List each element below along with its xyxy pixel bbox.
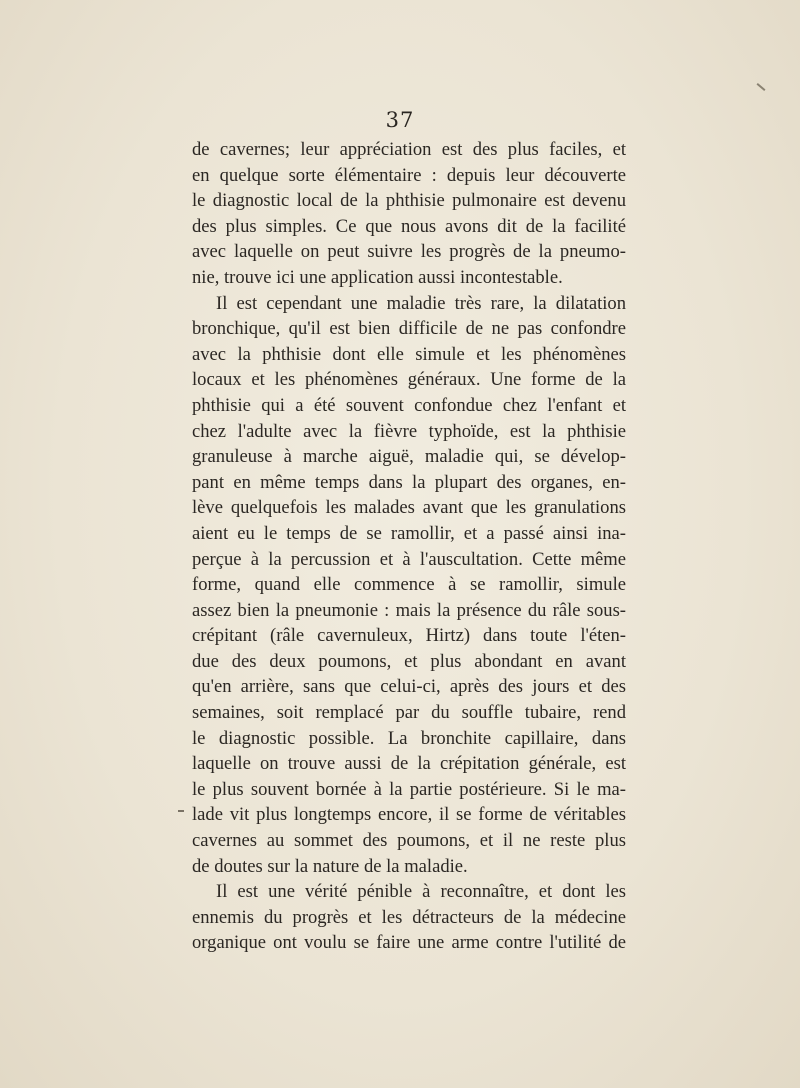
text-line: avec laquelle on peut suivre les progrès de la pneumo- xyxy=(192,241,626,263)
text-line: en quelque sorte élémentaire : depuis leur découverte xyxy=(192,164,626,186)
text-line: de doutes sur la nature de la maladie. xyxy=(192,855,468,877)
text-line: avec la phthisie dont elle simule et les phénomènes xyxy=(192,343,626,365)
text-line: des plus simples. Ce que nous avons dit de la facilité xyxy=(192,215,626,237)
text-line: lade vit plus longtemps encore, il se forme de véritables xyxy=(192,804,626,826)
text-line: locaux et les phénomènes généraux. Une forme de la xyxy=(192,369,626,391)
text-line: bronchique, qu'il est bien difficile de ne pas confondre xyxy=(192,318,626,340)
text-line: lève quelquefois les malades avant que les granulations xyxy=(192,497,626,519)
paragraph-first-line: Il est une vérité pénible à reconnaître, et dont les xyxy=(216,881,626,903)
text-line: chez l'adulte avec la fièvre typhoïde, est la phthisie xyxy=(192,420,626,442)
text-line: crépitant (râle cavernuleux, Hirtz) dans toute l'éten- xyxy=(192,625,626,647)
text-line: aient eu le temps de se ramollir, et a passé ainsi ina- xyxy=(192,522,626,544)
text-line: semaines, soit remplacé par du souffle tubaire, rend xyxy=(192,702,626,724)
text-line: forme, quand elle commence à se ramollir, simule xyxy=(192,574,626,596)
text-line: ennemis du progrès et les détracteurs de la médecine xyxy=(192,906,626,928)
text-line: due des deux poumons, et plus abondant en avant xyxy=(192,650,626,672)
page-number: 37 xyxy=(385,108,415,132)
text-line: organique ont voulu se faire une arme contre l'utilité de xyxy=(192,932,626,954)
text-line: phthisie qui a été souvent confondue chez l'enfant et xyxy=(192,394,626,416)
margin-mark xyxy=(178,810,184,812)
text-line: de cavernes; leur appréciation est des plus faciles, et xyxy=(192,139,626,160)
text-line: le diagnostic local de la phthisie pulmonaire est devenu xyxy=(192,190,626,212)
text-line: le diagnostic possible. La bronchite capillaire, dans xyxy=(192,727,626,749)
text-line: qu'en arrière, sans que celui-ci, après des jours et des xyxy=(192,676,626,698)
text-line: cavernes au sommet des poumons, et il ne reste plus xyxy=(192,830,626,852)
text-line: laquelle on trouve aussi de la crépitation générale, est xyxy=(192,753,626,775)
text-line: nie, trouve ici une application aussi incontestable. xyxy=(192,266,563,288)
body-text xyxy=(192,137,626,956)
text-line: pant en même temps dans la plupart des organes, en- xyxy=(192,471,626,493)
paragraph-first-line: Il est cependant une maladie très rare, la dilatation xyxy=(216,292,626,314)
text-line: le plus souvent bornée à la partie postérieure. Si le ma- xyxy=(192,778,626,800)
text-line: assez bien la pneumonie : mais la présence du râle sous- xyxy=(192,599,626,621)
text-line: granuleuse à marche aiguë, maladie qui, se dévelop- xyxy=(192,446,626,468)
paper-blemish xyxy=(757,83,766,91)
text-line: perçue à la percussion et à l'auscultation. Cette même xyxy=(192,548,626,570)
